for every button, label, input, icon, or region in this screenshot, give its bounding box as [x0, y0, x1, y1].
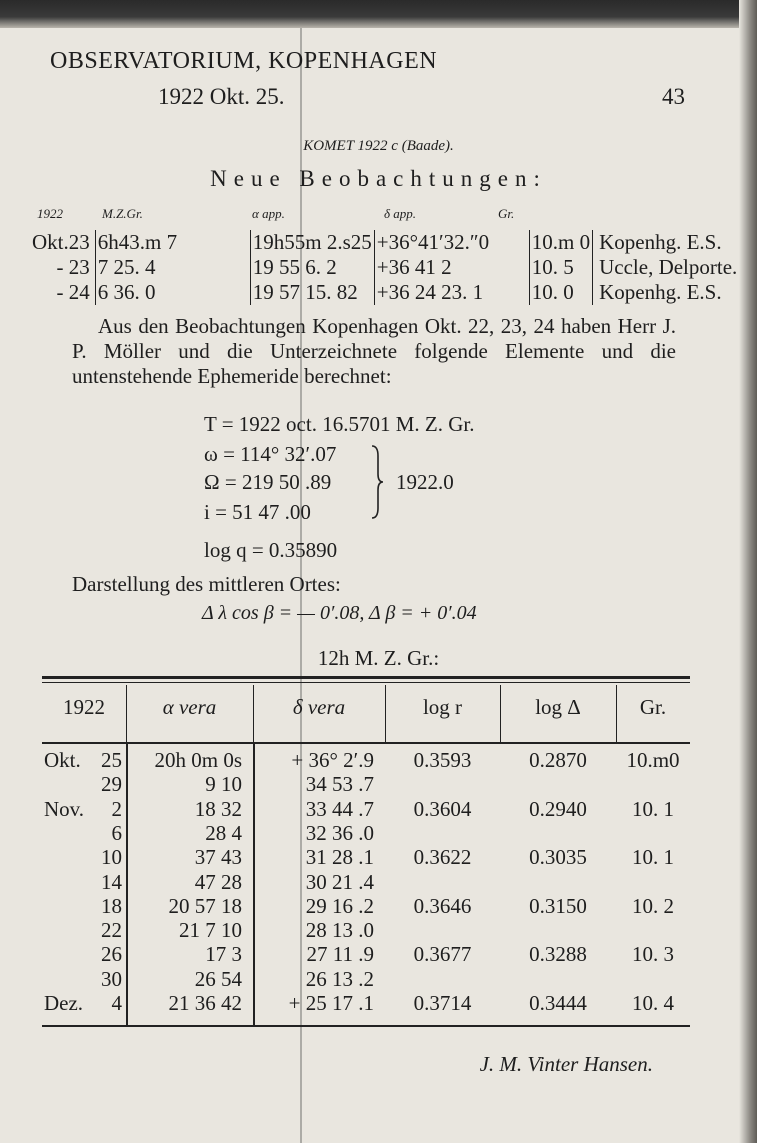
- eph-dec: 33 44 .7: [305, 796, 374, 821]
- obs-mag: 10. 5: [529, 255, 592, 280]
- eph-month: Okt.: [44, 748, 81, 772]
- eph-dec: 28 13 .0: [305, 918, 374, 943]
- eph-ra: 47 28: [194, 869, 242, 894]
- element-i: i = 51 47 .00: [204, 500, 311, 524]
- element-logq: log q = 0.35890: [204, 538, 338, 562]
- elements-brace: [370, 444, 384, 520]
- eph-logr: 0.3677: [413, 942, 472, 967]
- ephemeris-top-rule: [42, 676, 690, 679]
- ephemeris-header-rule: [42, 742, 690, 744]
- eph-ra: 26 54: [194, 966, 242, 991]
- obs-ra: 19 55 6. 2: [250, 255, 374, 280]
- ephemeris-top-rule-thin: [42, 682, 690, 683]
- section-title: Neue Beobachtungen:: [210, 166, 547, 191]
- obs-header-dec: δ app.: [384, 206, 417, 221]
- eph-day: 10: [101, 845, 122, 870]
- eph-logr: 0.3714: [413, 991, 472, 1015]
- eph-logr: 0.3646: [413, 893, 472, 918]
- eph-day: 22: [101, 918, 122, 943]
- eph-header-logr: log r: [422, 695, 463, 719]
- observation-row: [30, 230, 739, 255]
- element-epoch: 1922.0: [396, 470, 454, 494]
- element-Omega: Ω = 219 50 .89: [204, 470, 332, 494]
- eph-dec: 32 36 .0: [305, 820, 374, 845]
- scan-top-border: [0, 0, 757, 28]
- eph-day: 25: [101, 748, 122, 772]
- darstellung-values: Δ λ cos β = — 0′.08, Δ β = + 0′.04: [202, 602, 477, 624]
- eph-logd: 0.3150: [529, 893, 587, 918]
- eph-mag: 10. 1: [632, 845, 674, 870]
- eph-mag: 10. 1: [632, 796, 674, 821]
- obs-date: - 24: [56, 280, 90, 304]
- computation-paragraph: Aus den Beobachtungen Kopenhagen Okt. 22, 23, 24 haben Herr J. P. Möller und die Unterzeichnete folgende Elemente und die untenstehende Ephemeride berechnet:: [72, 314, 676, 388]
- eph-ra: 20 57 18: [168, 893, 242, 918]
- eph-month: Nov.: [44, 796, 85, 821]
- eph-day: 6: [111, 820, 122, 845]
- observation-row: [30, 280, 739, 305]
- observatory-title: OBSERVATORIUM, KOPENHAGEN: [50, 48, 438, 74]
- signature: J. M. Vinter Hansen.: [479, 1052, 653, 1076]
- eph-mag: 10. 4: [632, 991, 674, 1015]
- darstellung-label: Darstellung des mittleren Ortes:: [72, 572, 341, 596]
- eph-logd: 0.2940: [529, 796, 587, 821]
- obs-observer: Uccle, Delporte.: [593, 255, 740, 280]
- obs-time: 7 25. 4: [95, 255, 250, 280]
- obs-header-time: M.Z.Gr.: [102, 206, 143, 221]
- eph-day: 2: [111, 796, 122, 821]
- eph-day: 30: [101, 966, 122, 991]
- eph-mag: 10. 3: [632, 942, 674, 967]
- obs-mag: 10. 0: [529, 280, 592, 305]
- eph-day: 18: [101, 893, 122, 918]
- obs-time: 6h43.m 7: [95, 230, 250, 255]
- obs-dec: +36 41 2: [374, 255, 529, 280]
- eph-header-year: 1922: [63, 695, 105, 719]
- eph-ra: 28 4: [205, 820, 242, 845]
- eph-mag: 10.m0: [626, 748, 680, 772]
- eph-ra: 21 36 42: [168, 991, 242, 1015]
- eph-ra: 21 7 10: [179, 918, 242, 943]
- eph-dec: 30 21 .4: [305, 869, 374, 894]
- eph-logd: 0.3035: [529, 845, 587, 870]
- comet-title: KOMET 1922 c (Baade).: [303, 138, 454, 154]
- eph-ra: 20h 0m 0s: [154, 748, 242, 772]
- observations-table: [30, 230, 739, 305]
- eph-header-ra: α vera: [162, 695, 217, 719]
- eph-dec: 26 13 .2: [305, 966, 374, 991]
- eph-dec: 34 53 .7: [305, 772, 374, 797]
- obs-header-ra: α app.: [252, 206, 285, 221]
- obs-date: Okt.23: [32, 230, 90, 254]
- eph-month: Dez.: [44, 991, 84, 1015]
- eph-ra: 9 10: [205, 772, 242, 797]
- eph-day: 29: [101, 772, 122, 797]
- eph-logd: 0.3444: [529, 991, 587, 1015]
- eph-dec: 27 11 .9: [306, 942, 374, 967]
- eph-dec: + 36° 2′.9: [291, 748, 374, 772]
- element-T: T = 1922 oct. 16.5701 M. Z. Gr.: [204, 412, 475, 436]
- page-number: 43: [662, 84, 685, 109]
- eph-logr: 0.3622: [413, 845, 472, 870]
- eph-dec: 31 28 .1: [305, 845, 374, 870]
- eph-header-logdelta: log Δ: [535, 695, 581, 719]
- obs-dec: +36°41′32.″0: [374, 230, 529, 255]
- eph-ra: 17 3: [205, 942, 242, 967]
- eph-logd: 0.2870: [529, 748, 587, 772]
- eph-day: 14: [101, 869, 122, 894]
- element-omega: ω = 114° 32′.07: [204, 442, 337, 466]
- eph-ra: 37 43: [194, 845, 242, 870]
- eph-header-mag: Gr.: [639, 695, 667, 719]
- obs-ra: 19 57 15. 82: [250, 280, 374, 305]
- eph-logr: 0.3593: [413, 748, 472, 772]
- eph-day: 26: [101, 942, 122, 967]
- obs-date: - 23: [56, 255, 90, 279]
- obs-header-year: 1922: [37, 206, 63, 221]
- obs-dec: +36 24 23. 1: [374, 280, 529, 305]
- observation-row: [30, 255, 739, 280]
- col-sep: [126, 744, 128, 1026]
- col-sep: [253, 744, 255, 1026]
- obs-mag: 10.m 0: [529, 230, 592, 255]
- eph-header-dec: δ vera: [292, 695, 346, 719]
- eph-logr: 0.3604: [413, 796, 472, 821]
- obs-observer: Kopenhg. E.S.: [593, 230, 740, 255]
- obs-time: 6 36. 0: [95, 280, 250, 305]
- eph-logd: 0.3288: [529, 942, 587, 967]
- eph-dec: 29 16 .2: [305, 893, 374, 918]
- eph-mag: 10. 2: [632, 893, 674, 918]
- obs-header-mag: Gr.: [498, 206, 515, 221]
- ephemeris-title: 12h M. Z. Gr.:: [317, 646, 440, 670]
- ephemeris-bottom-rule: [42, 1025, 690, 1027]
- obs-observer: Kopenhg. E.S.: [593, 280, 740, 305]
- header-date: 1922 Okt. 25.: [158, 84, 285, 109]
- obs-ra: 19h55m 2.s25: [250, 230, 374, 255]
- eph-ra: 18 32: [194, 796, 242, 821]
- eph-dec: + 25 17 .1: [288, 991, 374, 1015]
- eph-day: 4: [111, 991, 122, 1015]
